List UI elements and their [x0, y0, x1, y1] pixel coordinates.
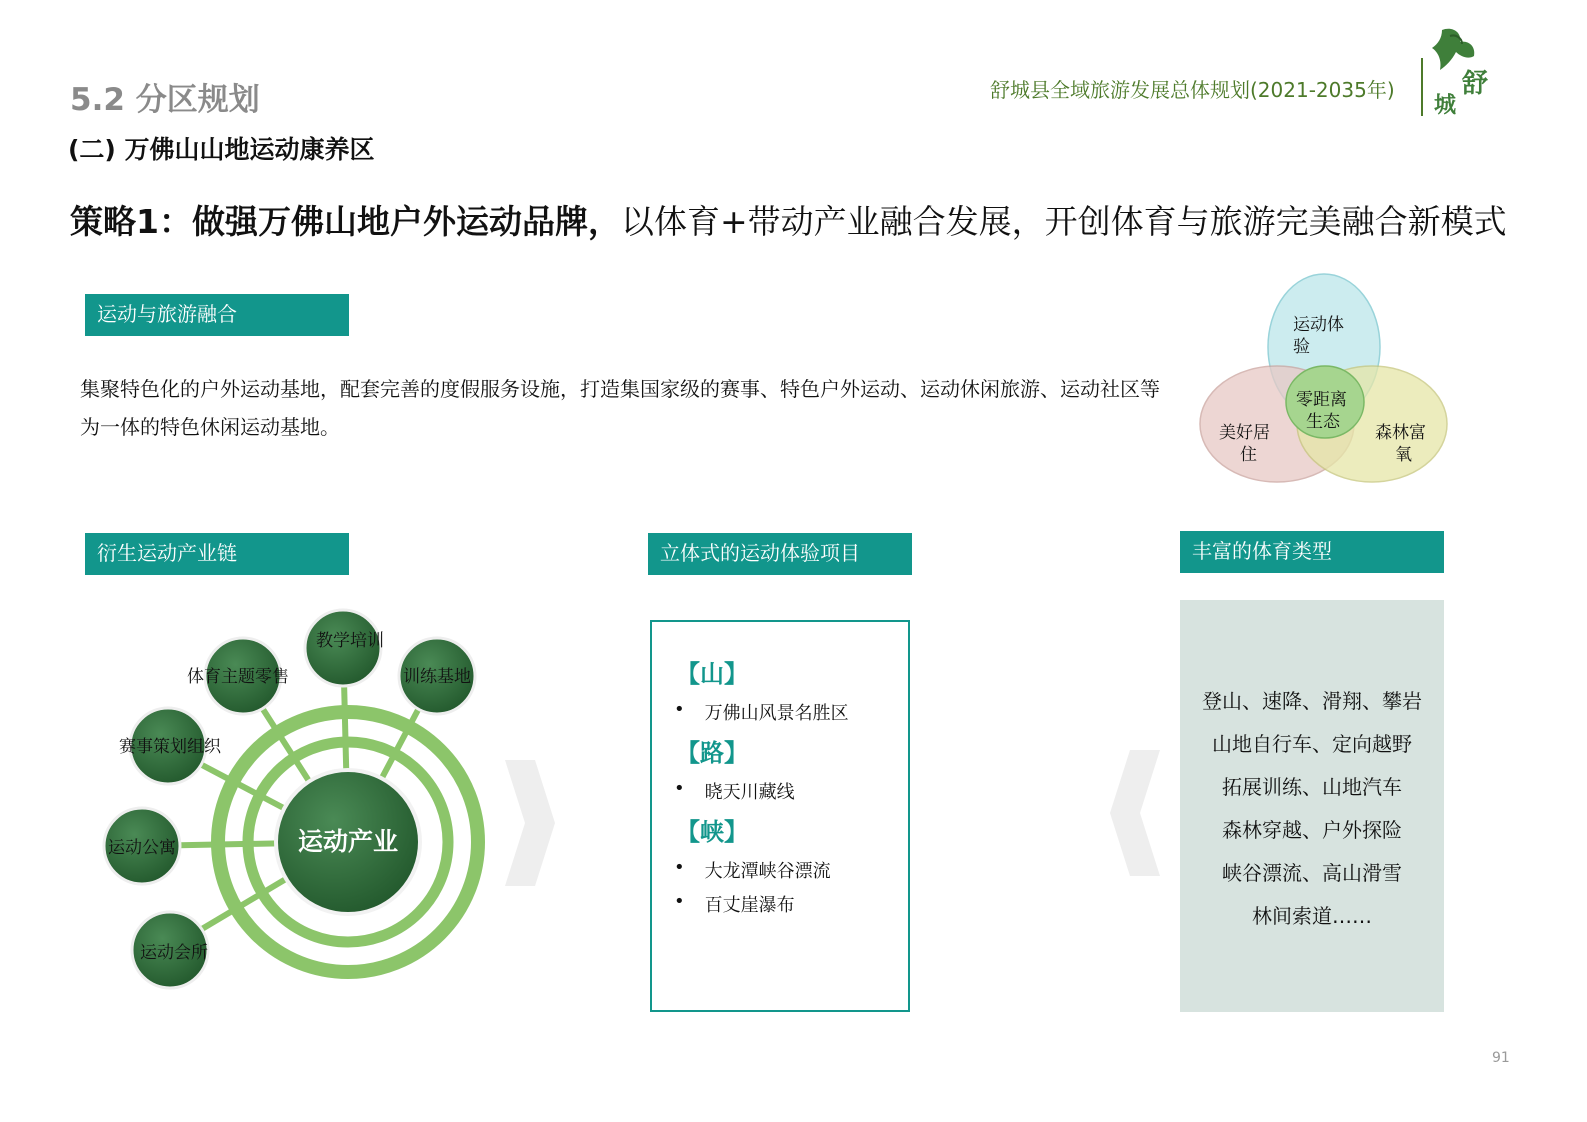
chevron-right-icon [505, 760, 555, 886]
bullet-icon: • [674, 699, 685, 720]
venn-center-label-1: 零距离 [1296, 390, 1347, 410]
fusion-description: 集聚特色化的户外运动基地，配套完善的度假服务设施，打造集国家级的赛事、特色户外运动、运动休闲旅游、运动社区等为一体的特色休闲运动基地。 [80, 377, 1160, 439]
sports-line: 林间索道…… [1252, 904, 1372, 928]
projects-box [650, 620, 910, 1012]
node-club-label: 运动会所 [140, 943, 208, 963]
document-title: 舒城县全域旅游发展总体规划(2021-2035年) [990, 78, 1395, 102]
list-item: • 晓天川藏线 [674, 778, 795, 803]
sports-box [1180, 600, 1444, 1012]
page-number: 91 [1492, 1050, 1510, 1066]
industry-chain-diagram [96, 600, 496, 1000]
fusion-tag: 运动与旅游融合 [85, 294, 349, 336]
strategy-bold: 策略1：做强万佛山地户外运动品牌， [70, 202, 621, 241]
strategy-normal: 以体育+带动产业融合发展，开创体育与旅游完美融合新模式 [620, 202, 1507, 241]
node-retail-label: 体育主题零售 [187, 667, 289, 687]
node-event-label: 赛事策划组织 [119, 737, 221, 757]
venn-right-label-2: 氧 [1395, 445, 1412, 465]
chain-center-label: 运动产业 [297, 827, 399, 856]
section-subtitle: (二) 万佛山山地运动康养区 [68, 135, 375, 164]
project-group-road: 【路】 [676, 739, 748, 767]
venn-center-label-2: 生态 [1306, 412, 1340, 432]
bullet-icon: • [674, 778, 685, 799]
bullet-icon: • [674, 857, 685, 878]
node-teaching-label: 教学培训 [316, 631, 384, 651]
venn-diagram [1195, 268, 1457, 498]
sports-tag: 丰富的体育类型 [1180, 531, 1444, 573]
logo-divider [1421, 58, 1423, 116]
venn-right-label-1: 森林富 [1375, 423, 1426, 443]
list-item: • 百丈崖瀑布 [674, 891, 795, 916]
sports-line: 森林穿越、户外探险 [1222, 818, 1402, 842]
chevron-left-icon [1110, 750, 1160, 876]
projects-tag: 立体式的运动体验项目 [648, 533, 912, 575]
strategy-line [70, 196, 1507, 243]
venn-left-label-2: 住 [1240, 445, 1257, 465]
list-item: • 万佛山风景名胜区 [674, 699, 849, 724]
sports-line: 山地自行车、定向越野 [1212, 732, 1412, 756]
project-group-mountain: 【山】 [676, 660, 748, 688]
chain-tag: 衍生运动产业链 [85, 533, 349, 575]
node-apartment-label: 运动公寓 [108, 838, 176, 858]
shucheng-logo [1428, 26, 1494, 118]
logo-char-1: 舒 [1462, 69, 1489, 99]
bullet-icon: • [674, 891, 685, 912]
venn-top-label-1: 运动体 [1293, 315, 1344, 335]
project-group-gorge: 【峡】 [676, 818, 748, 846]
venn-left-label-1: 美好居 [1219, 423, 1270, 443]
venn-top-label-2: 验 [1293, 337, 1310, 357]
list-item: • 大龙潭峡谷漂流 [674, 857, 831, 882]
sports-line: 峡谷漂流、高山滑雪 [1222, 861, 1402, 885]
section-number: 5.2 分区规划 [70, 82, 260, 118]
logo-char-2: 城 [1434, 93, 1457, 118]
sports-line: 登山、速降、滑翔、攀岩 [1202, 689, 1422, 713]
node-training-base-label: 训练基地 [403, 667, 471, 687]
sports-line: 拓展训练、山地汽车 [1222, 775, 1402, 799]
